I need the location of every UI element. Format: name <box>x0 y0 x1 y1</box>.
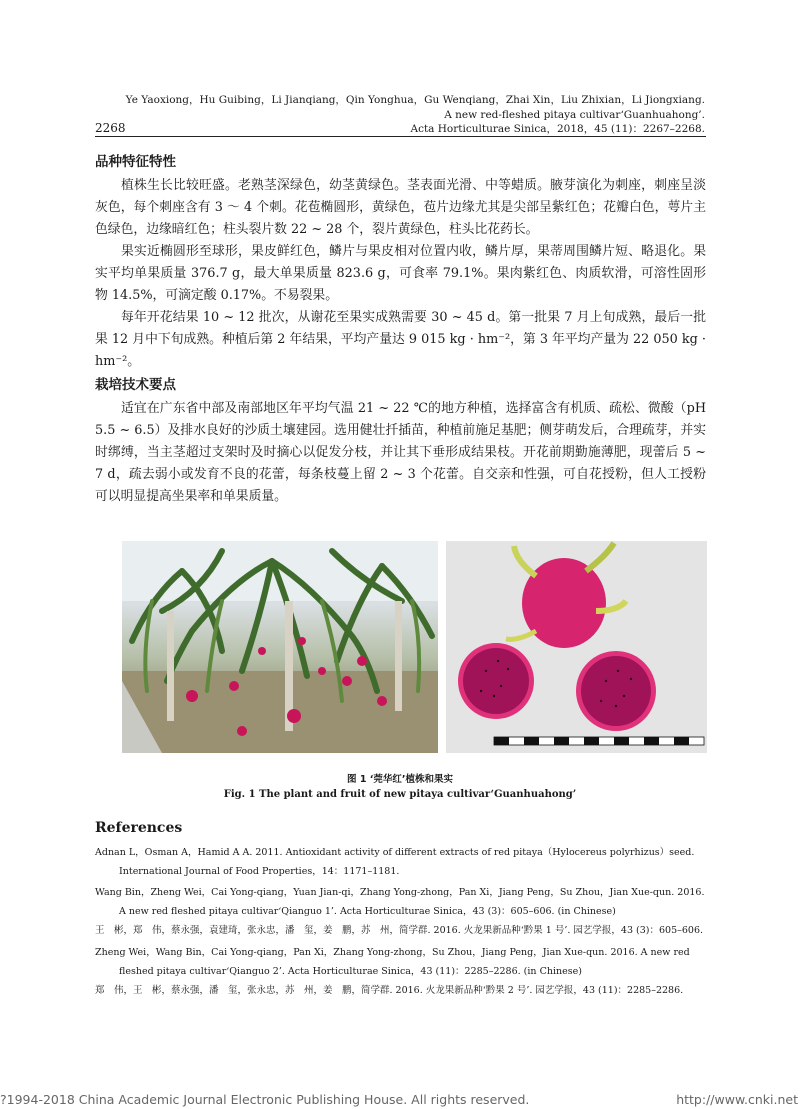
paragraph-cultivation: 适宜在广东省中部及南部地区年平均气温 21 ~ 22 ℃的地方种植，选择富含有机质、疏松、微酸（pH 5.5 ~ 6.5）及排水良好的沙质土壤建园。选用健壮扦插苗，种植前施足基肥；侧芽萌发后，合理疏芽，并实时绑缚，当主茎超过支架时及时摘心以促发分枝，并让其下垂形成结果枝。开花前期勤施薄肥，现蕾后 5 ~ 7 d，疏去弱小或发育不良的花蕾，每条枝蔓上留 2 ~ 3 个花蕾。自交亲和性强，可自花授粉，但人工授粉可以明显提高坐果率和单果质量。 <box>95 401 706 504</box>
plant-photo <box>122 541 438 753</box>
section-heading-traits: 品种特征特性 <box>95 154 176 170</box>
copyright-notice: ?1994-2018 China Academic Journal Electronic Publishing House. All rights reserved. <box>0 1092 530 1107</box>
reference-cn: 王 彬，郑 伟，蔡永强，袁建琦，张永忠，潘 玺，姜 鹏，苏 州，简学群. 2016. 火龙果新品种‘黔果 1 号’. 园艺学报，43 (3)：605–606. <box>95 925 704 937</box>
footer <box>0 1092 800 1109</box>
paragraph-plant: 植株生长比较旺盛。老熟茎深绿色，幼茎黄绿色。茎表面光滑、中等蜡质。腋芽演化为刺座，刺座呈淡灰色，每个刺座含有 3 ～ 4 个刺。花苞椭圆形，黄绿色，苞片边缘尤其是尖部呈紫红色；花瓣白色，萼片主色绿色，边缘暗红色；柱头裂片数 22 ~ 28 个，裂片黄绿色，柱头比花药长。 <box>95 178 706 237</box>
pitaya-fruit-illustration <box>446 541 707 753</box>
header-authors: Ye Yaoxiong，Hu Guibing，Li Jianqiang，Qin Yonghua，Gu Wenqiang，Zhai Xin，Liu Zhixian，Li Jiongxiang. <box>125 94 705 106</box>
figure-1 <box>122 541 707 753</box>
header-journal: Acta Horticulturae Sinica，2018，45 (11)：2267–2268. <box>410 123 705 135</box>
fruit-photo <box>446 541 707 753</box>
article-body <box>95 152 706 508</box>
references-heading: References <box>95 820 183 836</box>
cnki-link[interactable]: http://www.cnki.net <box>676 1092 798 1107</box>
reference-item <box>95 884 706 941</box>
references-list <box>95 844 706 1004</box>
reference-en: Adnan L，Osman A，Hamid A A. 2011. Antioxidant activity of different extracts of red pitaya（Hylocereus polyrhizus）seed. International Journal of Food Properties，14：1171–1181. <box>95 847 695 877</box>
reference-item <box>95 944 706 1001</box>
header-title: A new red-fleshed pitaya cultivar‘Guanhuahong’. <box>444 108 705 121</box>
reference-cn: 郑 伟，王 彬，蔡永强，潘 玺，张永忠，苏 州，姜 鹏，简学群. 2016. 火龙果新品种‘黔果 2 号’. 园艺学报，43 (11)：2285–2286. <box>95 985 684 997</box>
figure-caption-cn: 图 1 ‘莞华红’植株和果实 <box>347 774 453 785</box>
reference-en: Wang Bin，Zheng Wei，Cai Yong-qiang，Yuan Jian-qi，Zhang Yong-zhong，Pan Xi，Jiang Peng，Su Zhou，Jian Xue-qun. 2016. A new red fleshed pitaya cultivar‘Qianguo 1’. Acta Horticulturae Sinica，43 (3)：605–606. (in Chinese) <box>95 887 705 917</box>
header-rule <box>95 136 706 137</box>
page-number: 2268 <box>95 121 126 135</box>
reference-item <box>95 844 706 881</box>
paragraph-yield: 每年开花结果 10 ~ 12 批次，从谢花至果实成熟需要 30 ~ 45 d。第一批果 7 月上旬成熟，最后一批果 12 月中下旬成熟。种植后第 2 年结果，平均产量达 9 015 kg · hm⁻²，第 3 年平均产量为 22 050 kg · hm⁻²。 <box>95 310 706 369</box>
section-heading-cultivation: 栽培技术要点 <box>95 377 176 393</box>
pitaya-plant-illustration <box>122 541 438 753</box>
figure-caption-en: Fig. 1 The plant and fruit of new pitaya cultivar‘Guanhuahong’ <box>223 789 577 800</box>
reference-en: Zheng Wei，Wang Bin，Cai Yong-qiang，Pan Xi，Zhang Yong-zhong，Su Zhou，Jiang Peng，Jian Xue-qun. 2016. A new red fleshed pitaya cultivar‘Qianguo 2’. Acta Horticulturae Sinica，43 (11)：2285–2286. (in Chinese) <box>95 946 690 977</box>
running-header <box>105 93 705 137</box>
paragraph-fruit: 果实近椭圆形至球形，果皮鲜红色，鳞片与果皮相对位置内收，鳞片厚，果蒂周围鳞片短、略退化。果实平均单果质量 376.7 g，最大单果质量 823.6 g，可食率 79.1%。果肉紫红色、肉质软滑，可溶性固形物 14.5%，可滴定酸 0.17%。不易裂果。 <box>95 244 706 303</box>
